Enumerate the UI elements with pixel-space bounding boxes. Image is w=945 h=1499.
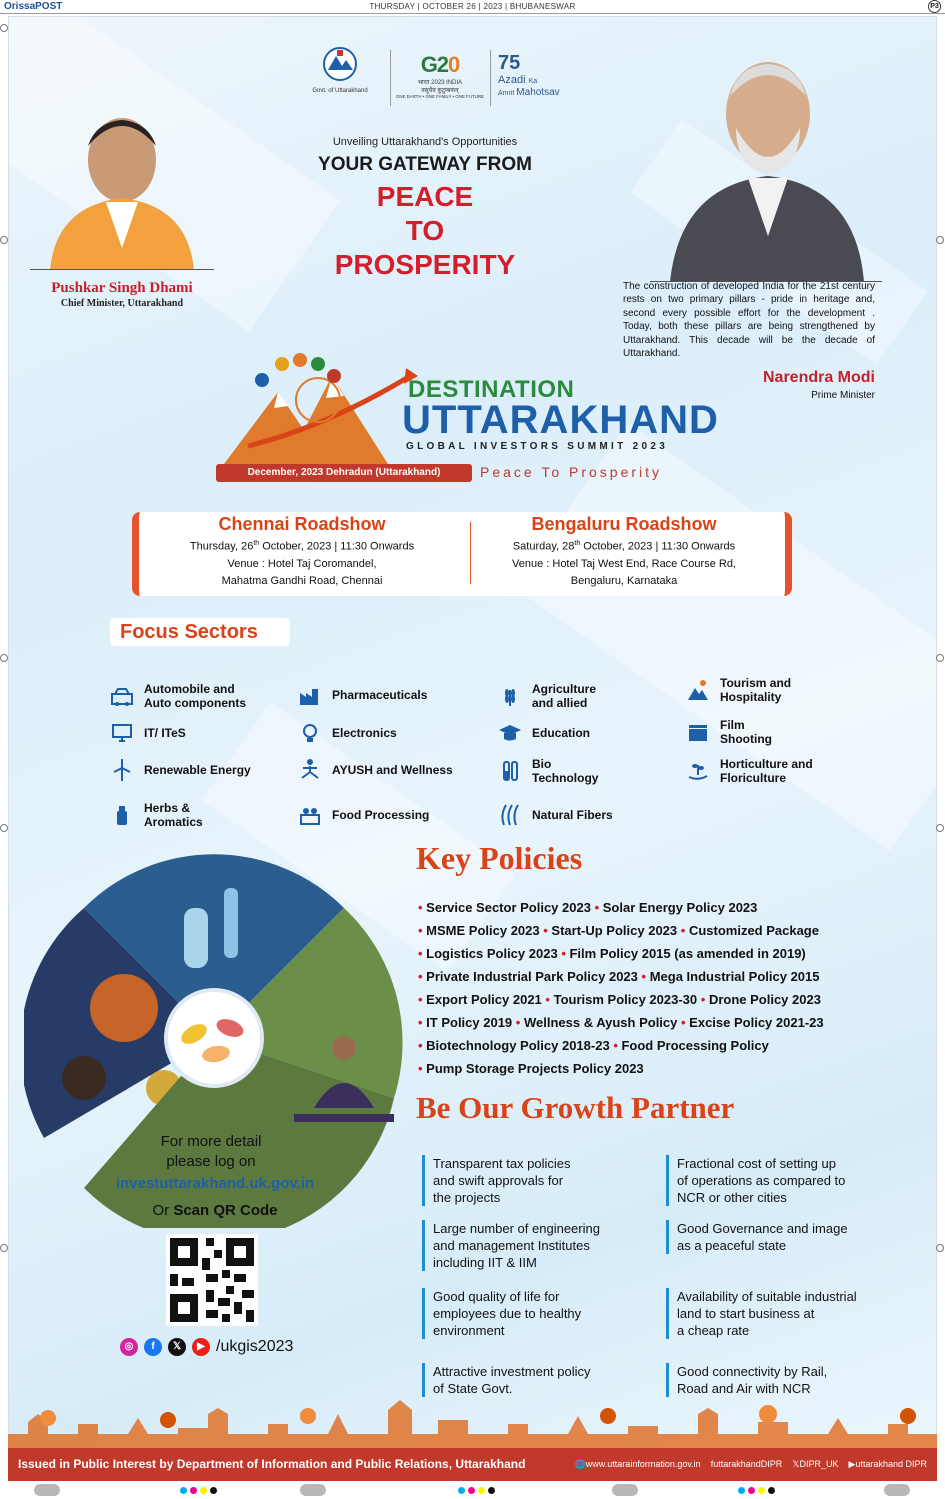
bullet-icon: •: [418, 900, 427, 915]
sector-item: [298, 803, 429, 827]
more-info: [86, 1132, 336, 1172]
registration-mark: [884, 1484, 910, 1496]
fiber-icon: [498, 803, 522, 827]
crop-mark: [936, 824, 944, 832]
sector-item: [498, 803, 613, 827]
computer-icon: [110, 721, 134, 745]
bullet-icon: •: [613, 1038, 622, 1053]
registration-mark: [612, 1484, 638, 1496]
sector-label: Automobile and: [144, 682, 235, 696]
sector-item: [298, 721, 397, 745]
heritage-skyline-illustration: [8, 1394, 937, 1448]
policy-item: Customized Package: [688, 923, 819, 938]
chief-minister-portrait: [30, 98, 214, 270]
growth-partner-title: Be Our Growth Partner: [416, 1090, 735, 1125]
growth-partner-item: [422, 1288, 654, 1339]
azadi-75: 75: [498, 52, 521, 74]
sector-item: [498, 682, 596, 710]
growth-partner-item: [666, 1220, 898, 1254]
footer-links: [575, 1459, 927, 1470]
magenta-dot: [190, 1487, 197, 1494]
growth-partner-line: Availability of suitable industrial: [677, 1289, 857, 1304]
page-number: P3: [928, 0, 941, 13]
sector-item: [686, 757, 813, 785]
sector-label: Natural Fibers: [532, 808, 613, 822]
sector-item: [110, 758, 251, 782]
policy-item: Pump Storage Projects Policy 2023: [426, 1061, 644, 1076]
sector-label: Food Processing: [332, 808, 430, 822]
social-links: [120, 1338, 320, 1356]
summit-slogan: Peace To Prosperity: [480, 464, 663, 480]
registration-mark: [300, 1484, 326, 1496]
roadshow-venue-line2: Bengaluru, Karnataka: [570, 574, 678, 587]
crop-mark: [0, 24, 8, 32]
website-link[interactable]: investuttarakhand.uk.gov.in: [115, 1175, 315, 1192]
header-highlight: [240, 180, 610, 282]
policy-item: Solar Energy Policy 2023: [602, 900, 758, 915]
growth-partner-line: and swift approvals for: [433, 1173, 564, 1188]
sector-label: Hospitality: [720, 690, 782, 704]
sector-label: Aromatics: [144, 815, 203, 829]
food-processing-icon: [298, 803, 322, 827]
social-handle[interactable]: /ukgis2023: [216, 1338, 294, 1355]
roadshow-venue-line1: Venue : Hotel Taj West End, Race Course Rd,: [512, 557, 736, 570]
sector-label: Pharmaceuticals: [332, 688, 428, 702]
summit-subtitle: GLOBAL INVESTORS SUMMIT 2023: [406, 441, 669, 452]
bullet-icon: •: [418, 1061, 427, 1076]
sector-item: [498, 721, 590, 745]
bullet-icon: •: [418, 992, 427, 1007]
yoga-icon: [298, 758, 322, 782]
sector-label: and allied: [532, 696, 588, 710]
sector-item: [110, 721, 186, 745]
scan-qr-label: Or Scan QR Code: [152, 1202, 278, 1219]
cyan-dot: [458, 1487, 465, 1494]
growth-partner-line: Road and Air with NCR: [677, 1381, 811, 1396]
bullet-icon: •: [680, 923, 689, 938]
crop-mark: [0, 236, 8, 244]
roadshow-chennai: [141, 512, 463, 590]
policy-item: Export Policy 2021: [426, 992, 542, 1007]
growth-partner-item: [666, 1363, 898, 1397]
policy-item: Mega Industrial Policy 2015: [649, 969, 820, 984]
highlight-to: TO: [405, 215, 445, 246]
bullet-icon: •: [681, 1015, 690, 1030]
policy-item: Excise Policy 2021-23: [689, 1015, 824, 1030]
globe-icon: 🌐: [574, 1459, 586, 1469]
govt-caption: Govt. of Uttarakhand: [312, 88, 368, 94]
growth-partner-item: [422, 1220, 654, 1271]
bg-facet: [513, 423, 937, 851]
policy-item: Start-Up Policy 2023: [551, 923, 678, 938]
sector-label: Auto components: [144, 696, 246, 710]
yellow-dot: [478, 1487, 485, 1494]
policy-line: [418, 900, 757, 915]
crop-mark: [936, 236, 944, 244]
summit-mountain-logo: [218, 346, 428, 466]
g20-mark: G20: [420, 52, 460, 77]
roadshow-title: Bengaluru Roadshow: [531, 514, 717, 534]
growth-partner-line: Good Governance and image: [677, 1221, 848, 1236]
logo-divider: [490, 50, 491, 106]
facebook-icon[interactable]: f: [144, 1338, 162, 1356]
growth-partner-line: as a peaceful state: [677, 1238, 787, 1253]
instagram-icon[interactable]: ◎: [120, 1338, 138, 1356]
roadshow-venue-line2: Mahatma Gandhi Road, Chennai: [221, 574, 383, 587]
crop-mark: [0, 1244, 8, 1252]
growth-partner-line: and management Institutes: [433, 1238, 590, 1253]
policy-line: [418, 1038, 769, 1053]
print-registration-marks: [0, 1484, 945, 1499]
focus-sectors-title: Focus Sectors: [110, 618, 290, 646]
header-subtitle: Unveiling Uttarakhand's Opportunities: [332, 136, 518, 148]
azadi-ka: Ka: [528, 78, 538, 85]
highlight-peace: PEACE: [376, 181, 474, 212]
policy-item: Wellness & Ayush Policy: [523, 1015, 678, 1030]
sector-label: Herbs &: [144, 801, 191, 815]
youtube-icon: ▶: [848, 1459, 856, 1469]
g20-tag: वसुधैव कुटुम्बकम्: [421, 88, 459, 94]
policy-item: Service Sector Policy 2023: [426, 900, 591, 915]
growth-partner-line: a cheap rate: [677, 1323, 750, 1338]
uttarakhand-govt-logo: [300, 44, 380, 114]
crop-mark: [936, 654, 944, 662]
growth-partner-item: [422, 1155, 654, 1206]
bullet-icon: •: [545, 992, 554, 1007]
bullet-icon: •: [543, 923, 552, 938]
qr-code[interactable]: [166, 1234, 258, 1326]
sector-label: Education: [532, 726, 591, 740]
policy-line: [418, 1061, 644, 1076]
footer-facebook[interactable]: futtarakhandDIPR: [710, 1459, 783, 1469]
sector-item: [298, 683, 427, 707]
wheat-icon: [498, 684, 522, 708]
x-icon: 𝕏: [792, 1459, 800, 1469]
growth-partner-item: [666, 1155, 898, 1206]
growth-partner-line: Fractional cost of setting up: [677, 1156, 836, 1171]
prime-minister-role: Prime Minister: [811, 390, 875, 401]
sector-label: Film: [720, 718, 745, 732]
clapperboard-icon: [686, 720, 710, 744]
growth-partner-line: Good connectivity by Rail,: [677, 1364, 828, 1379]
policy-line: [418, 923, 819, 938]
g20-sub: भारत 2023 INDIA: [417, 80, 463, 86]
growth-partner-line: environment: [433, 1323, 505, 1338]
azadi-mahotsav: Mahotsav: [516, 87, 560, 98]
magenta-dot: [468, 1487, 475, 1494]
sector-label: Bio: [532, 757, 552, 771]
crop-mark: [0, 824, 8, 832]
growth-partner-line: including IIT & IIM: [433, 1255, 537, 1270]
footer-issued-by: Issued in Public Interest by Department of Information and Public Relations, Uttarakhand: [18, 1457, 526, 1471]
sector-label: Technology: [532, 771, 599, 785]
growth-partner-line: Large number of engineering: [433, 1221, 600, 1236]
summit-date-place: December, 2023 Dehradun (Uttarakhand): [216, 464, 472, 482]
sector-item: [686, 676, 791, 704]
bullet-icon: •: [418, 923, 427, 938]
policy-line: [418, 946, 806, 961]
g20-logo: [396, 44, 484, 114]
crop-mark: [936, 1244, 944, 1252]
crop-mark: [0, 654, 8, 662]
policy-item: Tourism Policy 2023-30: [553, 992, 698, 1007]
bullet-icon: •: [594, 900, 603, 915]
policy-item: Drone Policy 2023: [708, 992, 821, 1007]
growth-partner-line: Good quality of life for: [433, 1289, 560, 1304]
roadshow-panel: [132, 512, 792, 596]
roadshow-venue-line1: Venue : Hotel Taj Coromandel,: [227, 557, 377, 570]
chief-minister-role: Chief Minister, Uttarakhand: [60, 298, 184, 309]
key-policies-title: Key Policies: [416, 840, 583, 876]
policy-line: [418, 1015, 824, 1030]
roadshow-datetime: Thursday, 26th October, 2023 | 11:30 Onwards: [189, 540, 415, 553]
newspaper-top-bar: [0, 0, 945, 14]
more-info-line2: please log on: [166, 1153, 256, 1170]
bulb-icon: [298, 721, 322, 745]
pharma-factory-icon: [298, 683, 322, 707]
footer-twitter[interactable]: 𝕏DIPR_UK: [792, 1459, 839, 1469]
azadi-word: Azadi: [498, 74, 526, 86]
prime-minister-portrait: [650, 36, 882, 282]
prime-minister-name: Narendra Modi: [762, 369, 875, 386]
sector-label: Shooting: [720, 732, 772, 746]
sector-label: Floriculture: [720, 771, 787, 785]
logo-divider: [390, 50, 391, 106]
footer-website[interactable]: 🌐www.uttarainformation.gov.in: [574, 1459, 701, 1469]
g20-motto: ONE EARTH • ONE FAMILY • ONE FUTURE: [396, 94, 484, 99]
policy-item: Private Industrial Park Policy 2023: [426, 969, 638, 984]
more-info-line1: For more detail: [160, 1133, 262, 1150]
summit-uttarakhand: UTTARAKHAND: [402, 398, 719, 442]
sector-item: [110, 682, 246, 710]
sector-label: IT/ ITeS: [144, 726, 186, 740]
footer-youtube[interactable]: ▶uttarakhand DIPR: [848, 1459, 927, 1469]
car-factory-icon: [110, 684, 134, 708]
bullet-icon: •: [641, 969, 650, 984]
azadi-amrit: Amrit: [498, 90, 515, 97]
growth-partner-line: of State Govt.: [433, 1381, 513, 1396]
magenta-dot: [748, 1487, 755, 1494]
bullet-icon: •: [418, 1038, 427, 1053]
sector-item: [298, 758, 453, 782]
yellow-dot: [758, 1487, 765, 1494]
x-icon[interactable]: 𝕏: [168, 1338, 186, 1356]
black-dot: [210, 1487, 217, 1494]
herb-bottle-icon: [110, 803, 134, 827]
uttarakhand-emblem-icon: [320, 44, 360, 84]
highlight-prosperity: PROSPERITY: [334, 249, 516, 280]
roadshow-bengaluru: [463, 512, 785, 590]
cyan-dot: [180, 1487, 187, 1494]
summit-destination: DESTINATION: [408, 376, 575, 403]
bullet-icon: •: [418, 946, 427, 961]
bullet-icon: •: [700, 992, 709, 1007]
plant-hand-icon: [686, 759, 710, 783]
test-tube-icon: [498, 759, 522, 783]
partner-logos: [300, 44, 580, 114]
policy-item: MSME Policy 2023: [426, 923, 540, 938]
graduation-cap-icon: [498, 721, 522, 745]
growth-partner-line: Transparent tax policies: [433, 1156, 571, 1171]
wind-turbine-icon: [110, 758, 134, 782]
black-dot: [488, 1487, 495, 1494]
bullet-icon: •: [418, 1015, 427, 1030]
sector-label: Electronics: [332, 726, 397, 740]
sector-label: Tourism and: [720, 676, 792, 690]
newspaper-dateline: THURSDAY | OCTOBER 26 | 2023 | BHUBANESWAR: [369, 2, 576, 11]
sector-item: [110, 801, 203, 829]
growth-partner-item: [422, 1363, 654, 1397]
footer-bar: [8, 1448, 937, 1481]
growth-partner-line: of operations as compared to: [677, 1173, 846, 1188]
chief-minister-name: Pushkar Singh Dhami: [51, 280, 193, 296]
sector-item: [498, 757, 598, 785]
sector-label: AYUSH and Wellness: [332, 763, 453, 777]
bullet-icon: •: [561, 946, 570, 961]
roadshow-title: Chennai Roadshow: [218, 514, 386, 534]
facebook-icon: f: [710, 1459, 714, 1469]
growth-partner-line: Attractive investment policy: [433, 1364, 591, 1379]
growth-partner-line: the projects: [433, 1190, 501, 1205]
sector-label: Renewable Energy: [144, 763, 251, 777]
growth-partner-line: land to start business at: [677, 1306, 815, 1321]
policy-line: [418, 969, 820, 984]
header-headline: YOUR GATEWAY FROM: [318, 154, 532, 175]
bullet-icon: •: [515, 1015, 524, 1030]
sector-item: [686, 718, 772, 746]
black-dot: [768, 1487, 775, 1494]
cyan-dot: [738, 1487, 745, 1494]
sector-label: Agriculture: [532, 682, 597, 696]
youtube-icon[interactable]: ▶: [192, 1338, 210, 1356]
policy-line: [418, 992, 821, 1007]
policy-item: Logistics Policy 2023: [426, 946, 558, 961]
yellow-dot: [200, 1487, 207, 1494]
roadshow-datetime: Saturday, 28th October, 2023 | 11:30 Onwards: [512, 540, 736, 553]
newspaper-masthead: OrissaPOST: [4, 1, 63, 12]
growth-partner-item: [666, 1288, 898, 1339]
registration-mark: [34, 1484, 60, 1496]
bullet-icon: •: [418, 969, 427, 984]
growth-partner-line: employees due to healthy: [433, 1306, 582, 1321]
policy-item: Biotechnology Policy 2018-23: [426, 1038, 610, 1053]
growth-partner-line: NCR or other cities: [677, 1190, 787, 1205]
prime-minister-quote: The construction of developed India for the 21st century rests on two primary pillars - pride in heritage and, second every possible effort for the development . Today, both these pillars are being strengthened by Uttarakhand. This decade will be the decade of Uttarakhand.: [623, 281, 875, 360]
sector-label: Horticulture and: [720, 757, 813, 771]
policy-item: Film Policy 2015 (as amended in 2019): [569, 946, 806, 961]
policy-item: Food Processing Policy: [621, 1038, 769, 1053]
azadi-ka-amrit-mahotsav-logo: [498, 44, 580, 114]
mountain-tourism-icon: [686, 678, 710, 702]
policy-item: IT Policy 2019: [426, 1015, 513, 1030]
